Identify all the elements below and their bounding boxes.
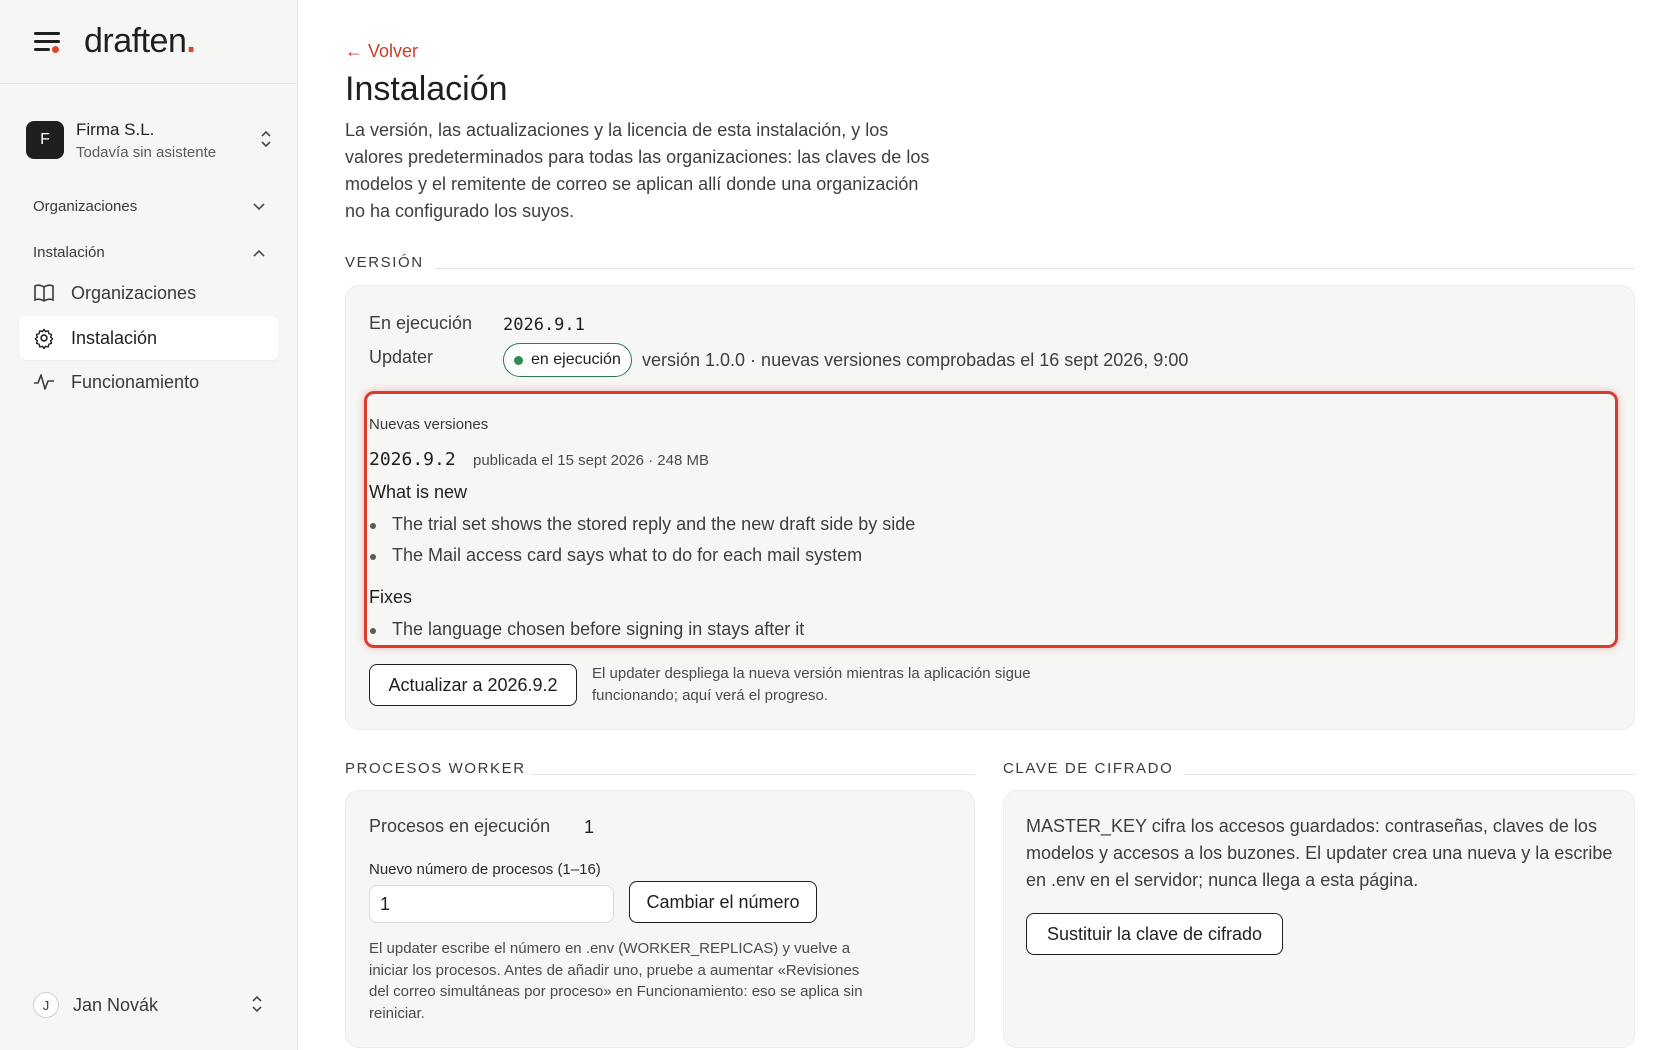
workers-running-value: 1 — [584, 817, 595, 837]
page-intro: La versión, las actualizaciones y la licencia de esta instalación, y los valores predeterminados para todas las organizaciones: las claves de los modelos y el remitente de correo se aplican allí donde una organización no ha configurado los suyos. — [345, 120, 930, 221]
chevron-updown-icon — [258, 129, 274, 151]
sidebar-item-organizaciones[interactable] — [19, 271, 279, 315]
replace-key-button[interactable]: Sustituir la clave de cifrado — [1026, 913, 1283, 955]
encryption-text: MASTER_KEY cifra los accesos guardados: contraseñas, claves de los modelos y accesos a los buzones. El updater crea una nueva y la escribe en .env en el servidor; nunca llega a esta página. — [1026, 816, 1613, 890]
org-subtitle: Todavía sin asistente — [76, 143, 217, 161]
update-help-text: El updater despliega la nueva versión mientras la aplicación sigue funcionando; aquí verá el progreso. — [592, 665, 1031, 704]
sidebar — [0, 0, 298, 1050]
nav-group-organizaciones[interactable] — [33, 198, 265, 215]
gear-icon — [33, 327, 55, 349]
updater-label: Updater — [369, 347, 434, 367]
book-icon — [33, 282, 55, 304]
list-item: The trial set shows the stored reply and the new draft side by side — [392, 514, 916, 534]
brand-bar — [0, 0, 297, 84]
section-encryption-label: CLAVE DE CIFRADO — [1003, 760, 1174, 777]
update-button[interactable]: Actualizar a 2026.9.2 — [369, 664, 577, 706]
new-version-number: 2026.9.2 — [369, 449, 456, 470]
version-card — [345, 285, 1635, 730]
change-workers-button[interactable]: Cambiar el número — [629, 881, 817, 923]
whats-new-heading: What is new — [369, 482, 468, 502]
org-switcher[interactable] — [26, 116, 274, 164]
sidebar-item-label: Instalación — [71, 327, 158, 348]
workers-help-text: El updater escribe el número en .env (WORKER_REPLICAS) y vuelve a iniciar los procesos. Antes de añadir uno, pruebe a aumentar «Revisiones del correo simultáneas por proceso» en Funcionamiento: eso se aplica sin reiniciar. — [369, 940, 863, 1022]
status-dot-icon — [514, 356, 523, 365]
section-version-label: VERSIÓN — [345, 254, 424, 271]
running-version: 2026.9.1 — [503, 315, 585, 335]
user-name: Jan Novák — [73, 994, 159, 1015]
workers-running-label: Procesos en ejecución — [369, 816, 551, 836]
section-divider — [530, 774, 975, 775]
chevron-down-icon — [253, 200, 265, 214]
avatar: J — [33, 992, 59, 1018]
workers-count-input[interactable] — [369, 885, 614, 923]
org-name: Firma S.L. — [76, 119, 155, 139]
list-item: The language chosen before signing in stays after it — [392, 619, 805, 639]
menu-icon[interactable] — [34, 32, 60, 52]
new-versions-label: Nuevas versiones — [369, 416, 489, 433]
sidebar-item-label: Organizaciones — [71, 282, 197, 303]
section-divider — [435, 268, 1635, 269]
sidebar-item-label: Funcionamiento — [71, 371, 200, 392]
sidebar-item-funcionamiento[interactable] — [19, 360, 279, 404]
status-badge — [503, 343, 632, 377]
sidebar-item-instalacion[interactable] — [19, 316, 279, 360]
fixes-heading: Fixes — [369, 587, 413, 607]
workers-field-label: Nuevo número de procesos (1–16) — [369, 861, 601, 878]
section-divider — [1183, 774, 1635, 775]
list-item: The Mail access card says what to do for each mail system — [392, 545, 863, 565]
page-title: Instalación — [345, 70, 508, 108]
nav-group-label: Instalación — [33, 244, 105, 261]
encryption-card — [1003, 790, 1635, 1048]
activity-icon — [33, 371, 55, 393]
running-label: En ejecución — [369, 313, 473, 333]
chevron-up-icon — [253, 246, 265, 260]
updater-info: versión 1.0.0 · nuevas versiones comprobadas el 16 sept 2026, 9:00 — [642, 350, 1189, 370]
logo: draften. — [84, 22, 196, 60]
status-text: en ejecución — [531, 351, 621, 368]
org-avatar: F — [26, 121, 64, 159]
nav-group-label: Organizaciones — [33, 198, 138, 215]
nav-group-instalacion[interactable] — [33, 244, 265, 261]
new-version-meta: publicada el 15 sept 2026 · 248 MB — [473, 452, 709, 469]
back-link[interactable]: ← Volver — [345, 41, 419, 61]
section-workers-label: PROCESOS WORKER — [345, 760, 526, 777]
chevron-updown-icon — [249, 994, 265, 1016]
workers-card — [345, 790, 975, 1048]
user-menu[interactable] — [33, 992, 265, 1018]
